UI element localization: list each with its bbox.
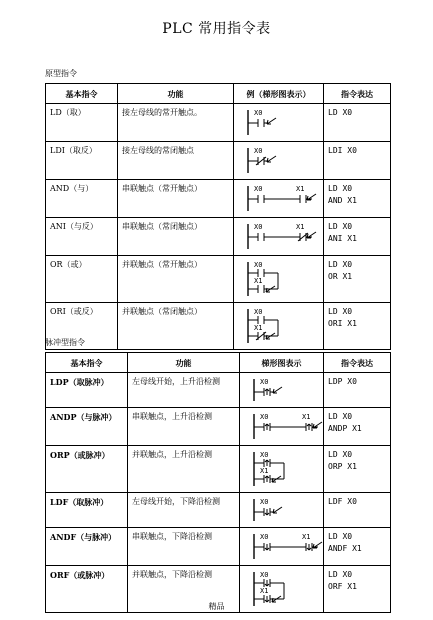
expression-line: LD X0	[328, 260, 353, 269]
instruction-function: 并联触点，上升沿检测	[128, 446, 240, 493]
contact-symbol	[258, 233, 264, 241]
pointer-arrow-icon	[273, 507, 282, 513]
instruction-function: 接左母线的常闭触点	[118, 142, 234, 180]
section-heading-basic: 原型指令	[45, 69, 77, 78]
contact-label: X0	[260, 413, 269, 421]
column-header: 指令表达	[324, 84, 391, 104]
contact-label: X1	[254, 277, 263, 285]
instruction-name: ANDF（与脉冲）	[46, 528, 128, 566]
contact-symbol	[258, 269, 264, 277]
column-header: 功能	[128, 353, 240, 373]
diagram-cell	[234, 218, 324, 256]
pointer-arrow-icon	[273, 387, 282, 393]
diagram-cell	[240, 373, 324, 408]
table-row	[46, 446, 391, 493]
contact-symbol	[264, 459, 270, 467]
expression-line: ORP X1	[328, 462, 357, 471]
contact-symbol	[264, 475, 270, 483]
table-row	[46, 528, 391, 566]
instruction-function: 串联触点（常开触点）	[118, 180, 234, 218]
instruction-name: LDI（取反）	[46, 142, 118, 180]
diagram-cell	[234, 142, 324, 180]
contact-symbol	[258, 285, 264, 293]
ladder-diagram	[244, 531, 324, 562]
diagram-cell	[234, 180, 324, 218]
instruction-function: 串联触点（常闭触点）	[118, 218, 234, 256]
instruction-function: 并联触点，下降沿检测	[128, 566, 240, 613]
contact-label: X0	[254, 223, 263, 231]
expression-line: AND X1	[328, 196, 357, 205]
expression-line: LDF X0	[328, 497, 357, 506]
instruction-expression	[324, 142, 391, 180]
basic-instruction-table	[45, 83, 391, 350]
instruction-name: LDP（取脉冲）	[46, 373, 128, 408]
contact-label: X1	[296, 223, 305, 231]
instruction-function: 左母线开始，下降沿检测	[128, 493, 240, 528]
table-row	[46, 373, 391, 408]
instruction-expression	[324, 256, 391, 303]
contact-symbol	[306, 543, 312, 551]
contact-label: X1	[260, 467, 269, 475]
contact-label: X0	[260, 378, 269, 386]
contact-label: X1	[254, 324, 263, 332]
ladder-diagram	[244, 411, 324, 442]
ladder-diagram	[244, 496, 324, 524]
instruction-name: LD（取）	[46, 104, 118, 142]
pointer-arrow-icon	[267, 156, 276, 162]
instruction-function: 串联触点，上升沿检测	[128, 408, 240, 446]
instruction-name: LDF（取脉冲）	[46, 493, 128, 528]
contact-symbol	[264, 508, 270, 516]
expression-line: LDI X0	[328, 146, 357, 155]
page-footer: 精品	[208, 602, 225, 611]
contact-label: X1	[302, 413, 311, 421]
instruction-name: ORP（或脉冲）	[46, 446, 128, 493]
instruction-function: 左母线开始，上升沿检测	[128, 373, 240, 408]
pointer-arrow-icon	[267, 118, 276, 124]
instruction-name: ANI（与反）	[46, 218, 118, 256]
table-row	[46, 256, 391, 303]
instruction-expression	[324, 408, 391, 446]
diagram-cell	[234, 104, 324, 142]
contact-label: X0	[254, 261, 263, 269]
ladder-diagram	[238, 183, 324, 214]
expression-line: ORF X1	[328, 582, 357, 591]
contact-symbol	[258, 119, 264, 127]
instruction-function: 串联触点，下降沿检测	[128, 528, 240, 566]
expression-line: LD X0	[328, 108, 353, 117]
ladder-diagram	[238, 259, 324, 299]
expression-line: LD X0	[328, 307, 353, 316]
section-heading-pulse: 脉冲型指令	[45, 338, 85, 347]
pulse-instruction-table	[45, 352, 391, 613]
expression-line: LD X0	[328, 450, 353, 459]
table-row	[46, 493, 391, 528]
contact-label: X0	[260, 571, 269, 579]
column-header: 指令表达	[324, 353, 391, 373]
table-row	[46, 303, 391, 350]
column-header: 例（梯形图表示）	[234, 84, 324, 104]
column-header: 基本指令	[46, 353, 128, 373]
instruction-expression	[324, 528, 391, 566]
instruction-function: 并联触点（常闭触点）	[118, 303, 234, 350]
expression-line: ANI X1	[328, 234, 357, 243]
ladder-diagram	[244, 376, 324, 404]
expression-line: LD X0	[328, 184, 353, 193]
expression-line: LD X0	[328, 532, 353, 541]
ladder-diagram	[238, 145, 324, 176]
table-row	[46, 408, 391, 446]
instruction-name: ANDP（与脉冲）	[46, 408, 128, 446]
column-header: 功能	[118, 84, 234, 104]
instruction-expression	[324, 493, 391, 528]
column-header: 基本指令	[46, 84, 118, 104]
contact-symbol	[300, 195, 306, 203]
instruction-expression	[324, 303, 391, 350]
instruction-name: AND（与）	[46, 180, 118, 218]
diagram-cell	[234, 256, 324, 303]
ladder-diagram	[244, 449, 324, 489]
expression-line: ANDF X1	[328, 544, 362, 553]
diagram-cell	[240, 528, 324, 566]
diagram-cell	[240, 446, 324, 493]
ladder-diagram	[238, 107, 324, 138]
diagram-cell	[234, 303, 324, 350]
contact-symbol	[264, 543, 270, 551]
instruction-expression	[324, 446, 391, 493]
table-row	[46, 104, 391, 142]
contact-label: X0	[254, 308, 263, 316]
contact-label: X0	[254, 147, 263, 155]
contact-label: X1	[296, 185, 305, 193]
expression-line: ANDP X1	[328, 424, 362, 433]
instruction-expression	[324, 180, 391, 218]
contact-symbol	[258, 316, 264, 324]
instruction-expression	[324, 104, 391, 142]
contact-label: X1	[260, 587, 269, 595]
contact-symbol	[264, 388, 270, 396]
instruction-function: 接左母线的常开触点。	[118, 104, 234, 142]
contact-symbol	[258, 195, 264, 203]
table-row	[46, 142, 391, 180]
contact-label: X0	[254, 109, 263, 117]
contact-label: X0	[254, 185, 263, 193]
instruction-name: ORI（或反）	[46, 303, 118, 350]
instruction-name: ORF（或脉冲）	[46, 566, 128, 613]
instruction-function: 并联触点（常开触点）	[118, 256, 234, 303]
table-row	[46, 180, 391, 218]
contact-label: X0	[260, 451, 269, 459]
page-title: PLC 常用指令表	[162, 21, 271, 37]
instruction-expression	[324, 373, 391, 408]
diagram-cell	[240, 493, 324, 528]
contact-label: X0	[260, 533, 269, 541]
expression-line: LD X0	[328, 222, 353, 231]
contact-symbol	[306, 423, 312, 431]
instruction-name: OR（或）	[46, 256, 118, 303]
contact-label: X1	[302, 533, 311, 541]
contact-symbol	[264, 423, 270, 431]
ladder-diagram	[238, 306, 324, 346]
expression-line: OR X1	[328, 272, 353, 281]
column-header: 梯形图表示	[240, 353, 324, 373]
expression-line: ORI X1	[328, 319, 357, 328]
ladder-diagram	[238, 221, 324, 252]
instruction-expression	[324, 218, 391, 256]
contact-symbol	[264, 579, 270, 587]
table-row	[46, 218, 391, 256]
expression-line: LD X0	[328, 412, 353, 421]
expression-line: LDP X0	[328, 377, 357, 386]
expression-line: LD X0	[328, 570, 353, 579]
contact-label: X0	[260, 498, 269, 506]
diagram-cell	[240, 408, 324, 446]
